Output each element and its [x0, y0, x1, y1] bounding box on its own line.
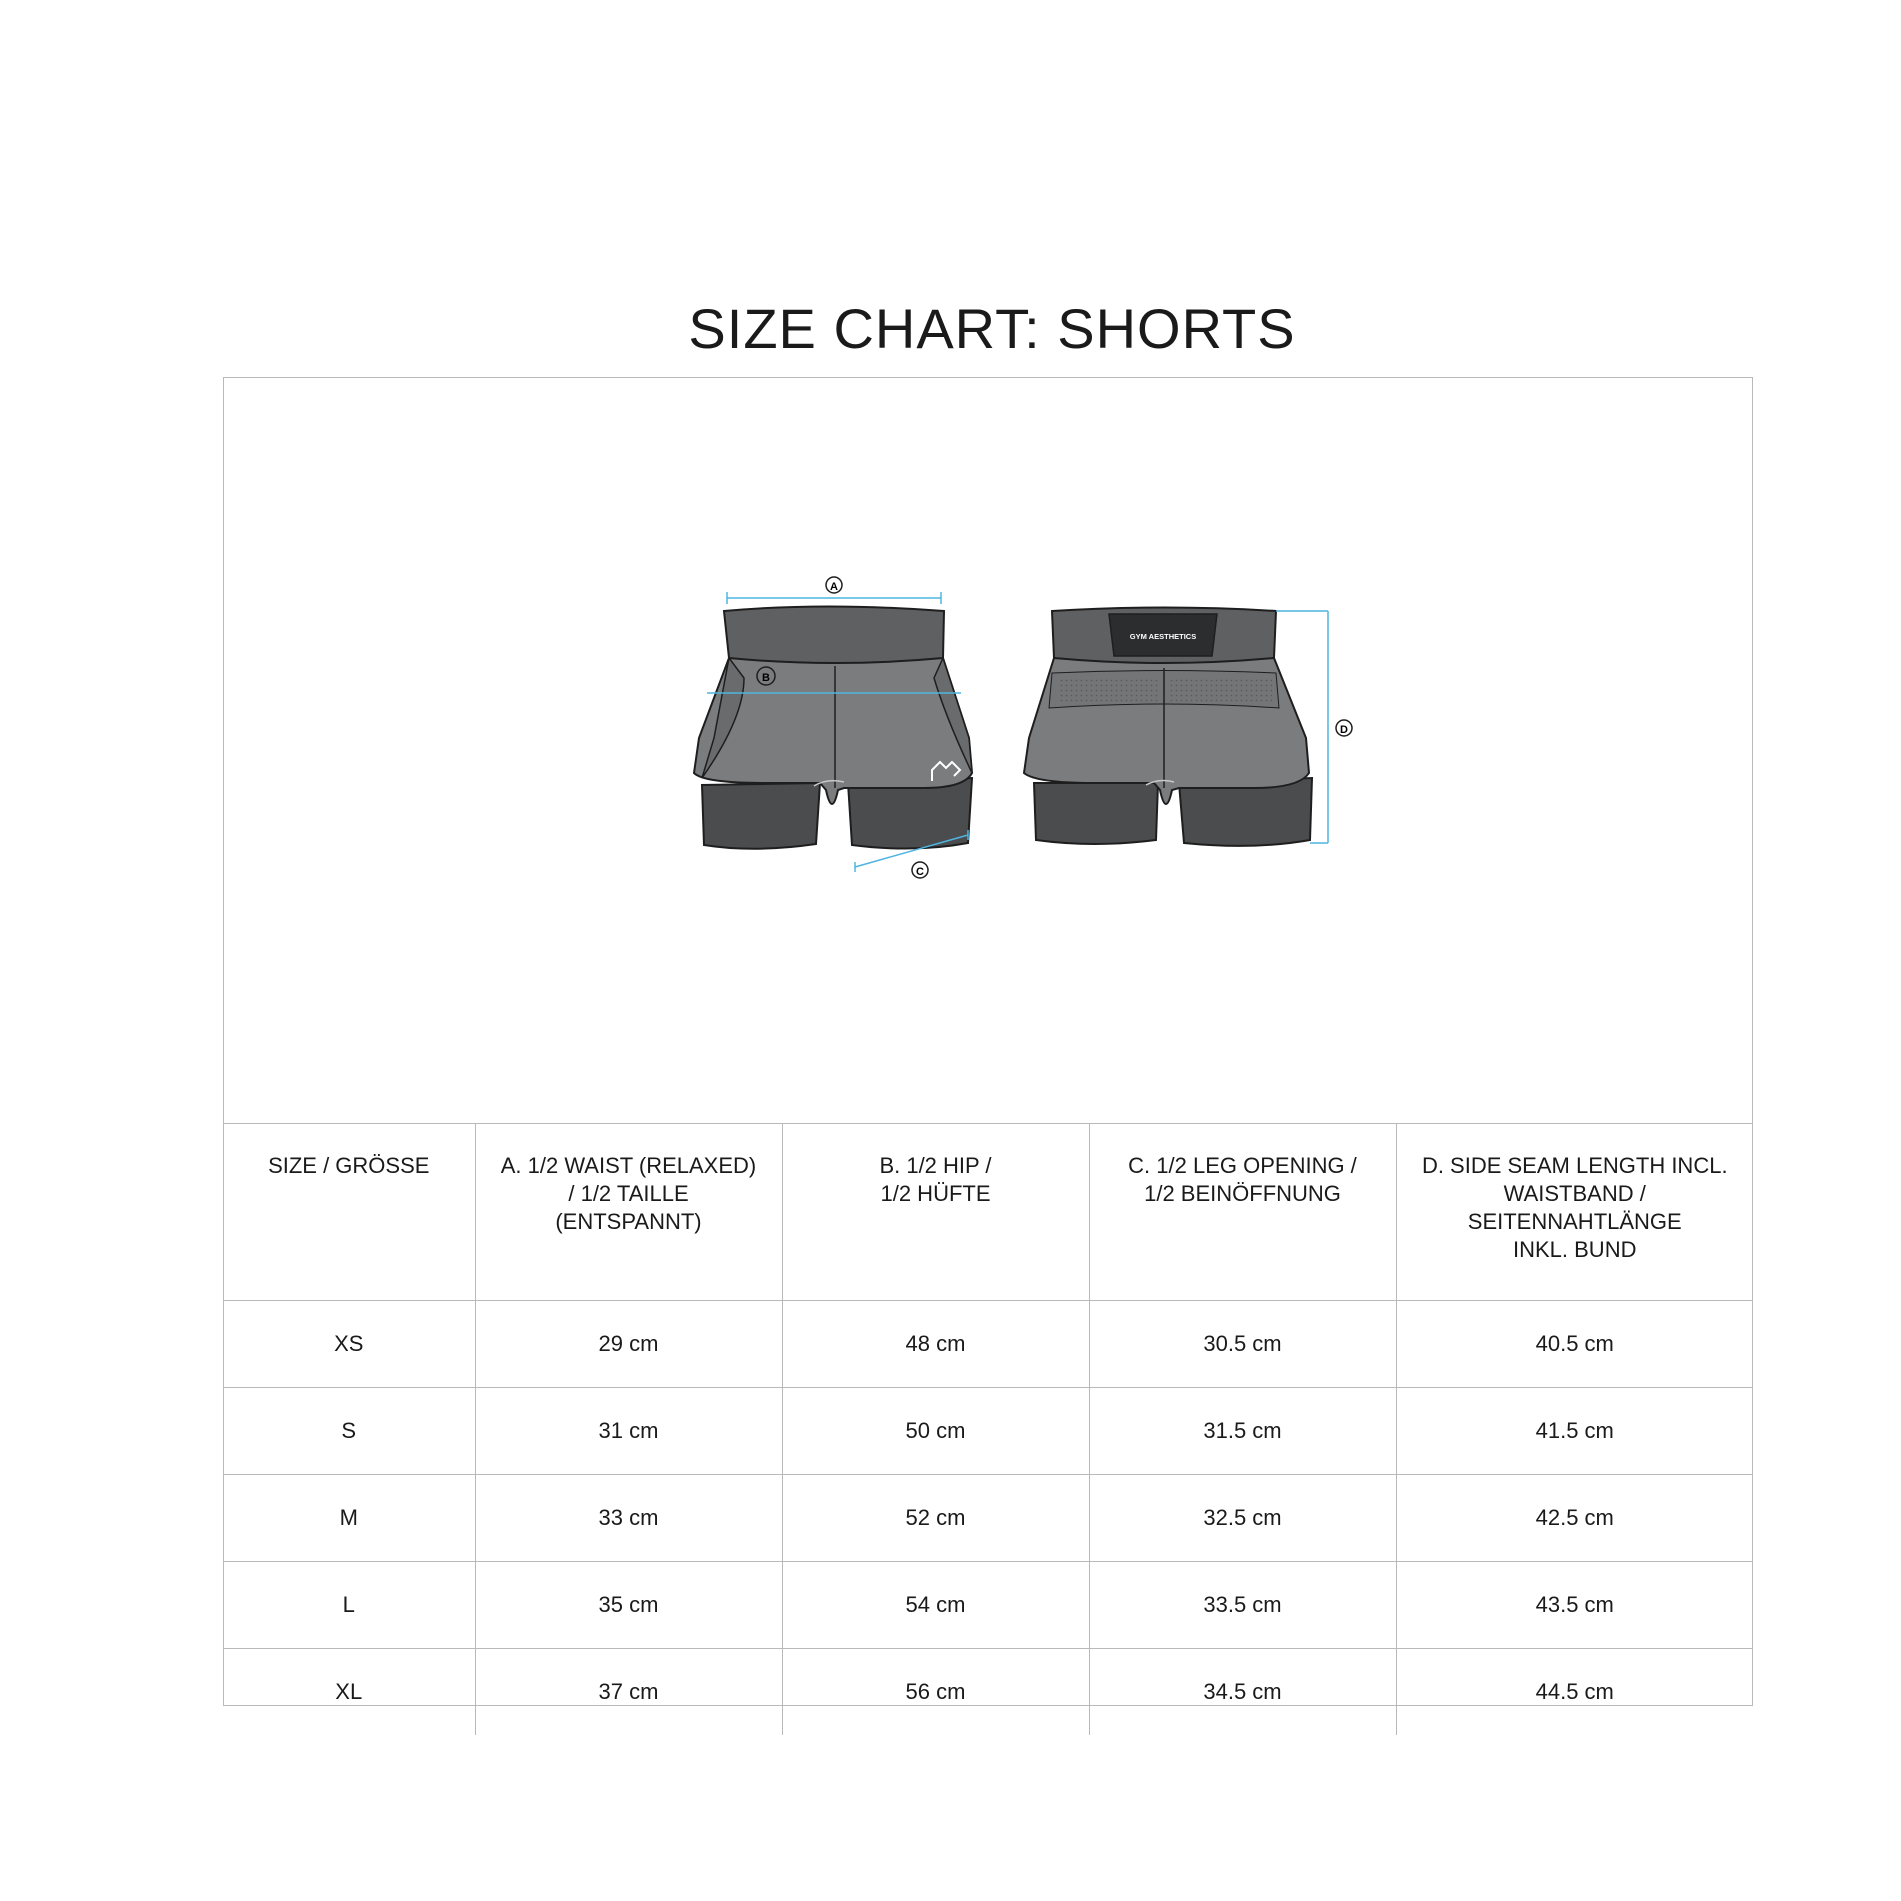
- header-line: B. 1/2 HIP /: [879, 1153, 992, 1178]
- page-title: SIZE CHART: SHORTS: [688, 297, 1296, 360]
- marker-a-label: A: [830, 581, 838, 593]
- hip-cell: 52 cm: [782, 1475, 1089, 1562]
- side-seam-cell: 41.5 cm: [1396, 1388, 1753, 1475]
- leg-opening-cell: 34.5 cm: [1089, 1649, 1396, 1736]
- size-chart-frame: [223, 377, 1753, 1706]
- brand-label-text: GYM AESTHETICS: [1129, 632, 1197, 641]
- size-cell: XS: [223, 1301, 475, 1388]
- header-waist: [475, 1124, 782, 1301]
- header-line: 1/2 HÜFTE: [880, 1181, 991, 1206]
- header-line: 1/2 BEINÖFFNUNG: [1144, 1181, 1341, 1206]
- shorts-front-view: [694, 577, 972, 878]
- waist-cell: 35 cm: [475, 1562, 782, 1649]
- size-table: [223, 1123, 1753, 1735]
- marker-d-label: D: [1340, 724, 1348, 736]
- leg-opening-cell: 32.5 cm: [1089, 1475, 1396, 1562]
- size-cell: XL: [223, 1649, 475, 1736]
- marker-b-label: B: [762, 672, 770, 684]
- hip-cell: 48 cm: [782, 1301, 1089, 1388]
- marker-c-label: C: [916, 866, 924, 878]
- leg-opening-cell: 33.5 cm: [1089, 1562, 1396, 1649]
- header-leg-opening: [1089, 1124, 1396, 1301]
- header-line: SIZE / GRÖSSE: [268, 1153, 430, 1178]
- header-line: / 1/2 TAILLE: [568, 1181, 689, 1206]
- header-size: [223, 1124, 475, 1301]
- leg-opening-cell: 30.5 cm: [1089, 1301, 1396, 1388]
- header-line: SEITENNAHTLÄNGE: [1467, 1209, 1682, 1234]
- table-row: [223, 1388, 1753, 1475]
- side-seam-cell: 40.5 cm: [1396, 1301, 1753, 1388]
- leg-opening-cell: 31.5 cm: [1089, 1388, 1396, 1475]
- header-line: C. 1/2 LEG OPENING /: [1128, 1153, 1357, 1178]
- shorts-back-view: [1024, 608, 1352, 846]
- shorts-illustration: [224, 378, 1752, 1123]
- hip-cell: 54 cm: [782, 1562, 1089, 1649]
- header-line: D. SIDE SEAM LENGTH INCL.: [1421, 1153, 1728, 1178]
- size-cell: M: [223, 1475, 475, 1562]
- hip-cell: 56 cm: [782, 1649, 1089, 1736]
- size-cell: L: [223, 1562, 475, 1649]
- header-line: (ENTSPANNT): [555, 1209, 702, 1234]
- header-side-seam: [1396, 1124, 1753, 1301]
- header-line: INKL. BUND: [1513, 1237, 1637, 1262]
- header-line: WAISTBAND /: [1503, 1181, 1646, 1206]
- table-row: [223, 1649, 1753, 1736]
- header-row: [223, 1124, 1753, 1301]
- size-cell: S: [223, 1388, 475, 1475]
- waist-cell: 33 cm: [475, 1475, 782, 1562]
- waist-cell: 31 cm: [475, 1388, 782, 1475]
- table-row: [223, 1301, 1753, 1388]
- header-hip: [782, 1124, 1089, 1301]
- side-seam-cell: 42.5 cm: [1396, 1475, 1753, 1562]
- table-row: [223, 1475, 1753, 1562]
- side-seam-cell: 44.5 cm: [1396, 1649, 1753, 1736]
- table-row: [223, 1562, 1753, 1649]
- waist-cell: 37 cm: [475, 1649, 782, 1736]
- header-line: A. 1/2 WAIST (RELAXED): [500, 1153, 757, 1178]
- waist-cell: 29 cm: [475, 1301, 782, 1388]
- hip-cell: 50 cm: [782, 1388, 1089, 1475]
- side-seam-cell: 43.5 cm: [1396, 1562, 1753, 1649]
